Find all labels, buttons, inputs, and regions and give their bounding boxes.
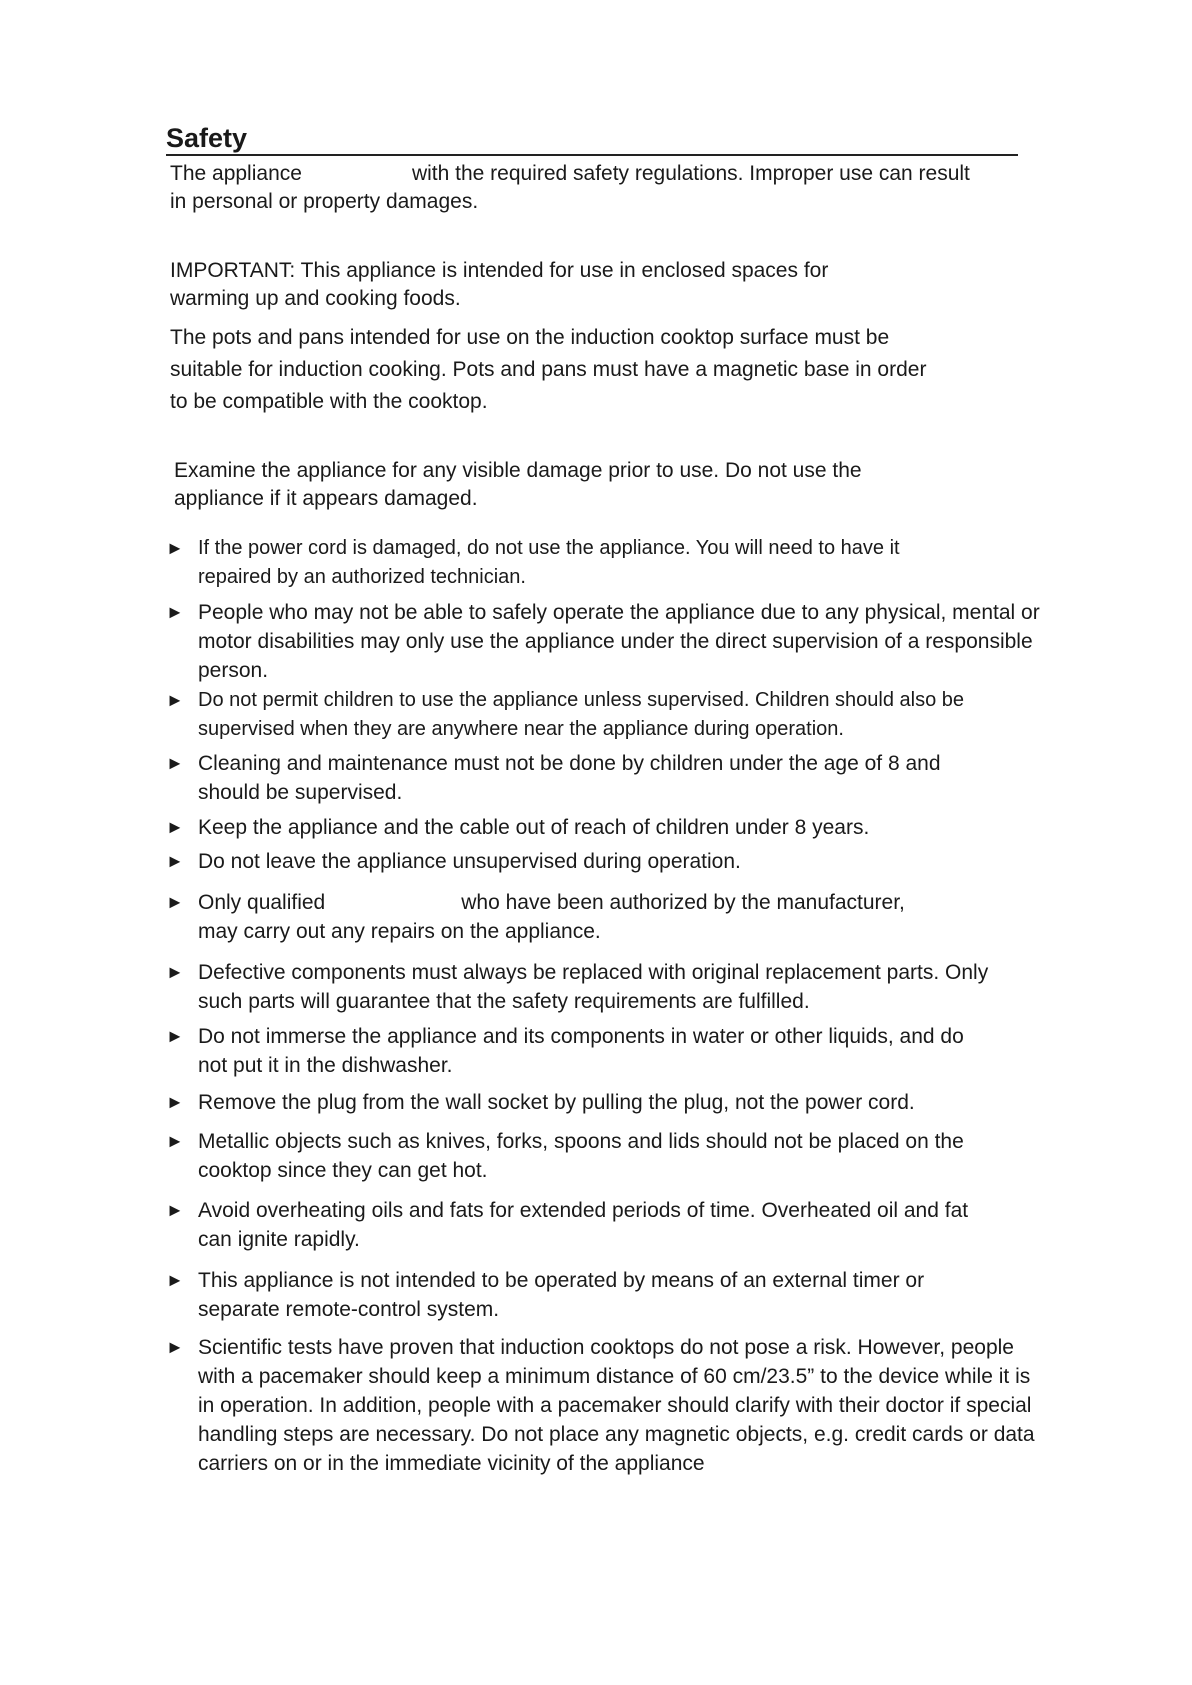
bullet-item xyxy=(166,847,1036,876)
intro-paragraph xyxy=(170,160,1030,216)
bullet-arrow-icon: ► xyxy=(166,753,184,773)
intro-text-b: with the required safety regulations. Improper use can result xyxy=(411,162,970,185)
bullet-text: This appliance is not intended to be operated by means of an external timer or separate remote-control system. xyxy=(198,1269,925,1321)
qualified-text-b: who have been authorized by the manufacturer, xyxy=(461,891,905,914)
qualified-text-a: Only qualified xyxy=(198,891,326,914)
bullet-arrow-icon: ► xyxy=(166,892,184,912)
bullet-item xyxy=(166,958,1026,1016)
bullet-text: Keep the appliance and the cable out of reach of children under 8 years. xyxy=(198,816,870,839)
pots-paragraph: The pots and pans intended for use on the induction cooktop surface must be suitable for induction cooking. Pots and pans must have a magnetic base in order to be compatible with the cooktop. xyxy=(170,326,927,413)
bullet-item xyxy=(166,1088,1036,1117)
bullet-item xyxy=(166,1266,946,1324)
bullet-item xyxy=(166,534,956,592)
section-heading: Safety xyxy=(166,122,1018,156)
examine-paragraph: Examine the appliance for any visible damage prior to use. Do not use the appliance if it appears damaged. xyxy=(174,459,862,510)
bullet-arrow-icon: ► xyxy=(166,1092,184,1112)
bullet-text: Cleaning and maintenance must not be done by children under the age of 8 and should be supervised. xyxy=(198,752,941,804)
bullet-arrow-icon: ► xyxy=(166,1200,184,1220)
bullet-text: Metallic objects such as knives, forks, spoons and lids should not be placed on the cooktop since they can get hot. xyxy=(198,1130,964,1182)
bullet-arrow-icon: ► xyxy=(166,690,184,710)
bullet-item xyxy=(166,749,966,807)
bullet-item xyxy=(166,598,1046,685)
bullet-text: Do not leave the appliance unsupervised during operation. xyxy=(198,850,741,873)
bullet-arrow-icon: ► xyxy=(166,602,184,622)
bullet-item xyxy=(166,813,1036,842)
bullet-arrow-icon: ► xyxy=(166,1270,184,1290)
intro-text-c: in personal or property damages. xyxy=(170,190,479,213)
bullet-arrow-icon: ► xyxy=(166,1131,184,1151)
bullet-text: Scientific tests have proven that induction cooktops do not pose a risk. However, people with a pacemaker should keep a minimum distance of 60 cm/23.5” to the device while it is in operation. In addition, people with a pacemaker should clarify with their doctor if special handling steps are necessary. Do not place any magnetic objects, e.g. credit cards or data carriers on or in the immediate vicinity of the appliance xyxy=(198,1336,1035,1475)
bullet-arrow-icon: ► xyxy=(166,1026,184,1046)
bullet-item xyxy=(166,686,1026,744)
bullet-item xyxy=(166,1196,996,1254)
bullet-item xyxy=(166,888,1036,946)
qualified-text-c: may carry out any repairs on the appliance. xyxy=(198,920,601,943)
important-paragraph: IMPORTANT: This appliance is intended for use in enclosed spaces for warming up and cooking foods. xyxy=(170,259,829,310)
bullet-item xyxy=(166,1127,1036,1185)
bullet-arrow-icon: ► xyxy=(166,851,184,871)
bullet-text: People who may not be able to safely operate the appliance due to any physical, mental or motor disabilities may only use the appliance under the direct supervision of a responsible person. xyxy=(198,601,1040,682)
bullet-item xyxy=(166,1022,996,1080)
bullet-text: Avoid overheating oils and fats for extended periods of time. Overheated oil and fat can ignite rapidly. xyxy=(198,1199,969,1251)
intro-text-a: The appliance xyxy=(170,162,302,185)
bullet-arrow-icon: ► xyxy=(166,817,184,837)
bullet-text: Remove the plug from the wall socket by pulling the plug, not the power cord. xyxy=(198,1091,915,1114)
bullet-text xyxy=(198,888,1036,946)
bullet-arrow-icon: ► xyxy=(166,538,184,558)
bullet-text: Do not immerse the appliance and its components in water or other liquids, and do not put it in the dishwasher. xyxy=(198,1025,964,1077)
bullet-arrow-icon: ► xyxy=(166,1337,184,1357)
bullet-text: If the power cord is damaged, do not use the appliance. You will need to have it repaired by an authorized technician. xyxy=(198,537,900,588)
bullet-text: Do not permit children to use the appliance unless supervised. Children should also be supervised when they are anywhere near the appliance during operation. xyxy=(198,689,965,740)
bullet-text: Defective components must always be replaced with original replacement parts. Only such parts will guarantee that the safety requirements are fulfilled. xyxy=(198,961,989,1013)
bullet-arrow-icon: ► xyxy=(166,962,184,982)
bullet-item xyxy=(166,1333,1052,1478)
